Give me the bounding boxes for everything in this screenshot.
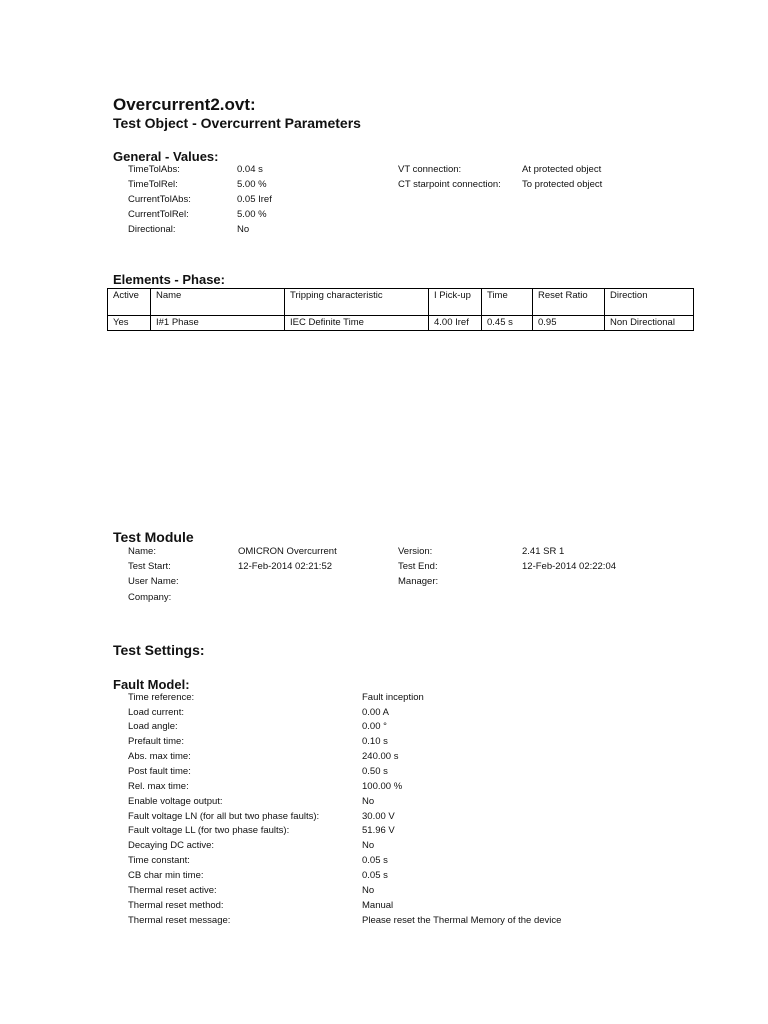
- fault-model-value: Fault inception: [362, 692, 424, 703]
- fault-model-label: Load current:: [128, 707, 184, 718]
- test-module-label: Manager:: [398, 576, 439, 587]
- general-value: 5.00 %: [237, 209, 267, 220]
- column-header-active: Active: [108, 289, 151, 316]
- general-label: TimeTolRel:: [128, 179, 178, 190]
- test-module-label: Test Start:: [128, 561, 171, 572]
- fault-model-label: Decaying DC active:: [128, 840, 215, 851]
- fault-model-value: No: [362, 885, 375, 896]
- column-header-name: Name: [151, 289, 285, 316]
- elements-phase-table: [107, 288, 694, 331]
- table-cell: I#1 Phase: [151, 316, 285, 331]
- general-label: TimeTolAbs:: [128, 164, 180, 175]
- fault-model-value: 240.00 s: [362, 751, 399, 762]
- test-module-label: Name:: [128, 546, 156, 557]
- test-module-label: Test End:: [398, 561, 438, 572]
- table-cell: 0.95: [533, 316, 605, 331]
- fault-model-label: Time constant:: [128, 855, 190, 866]
- fault-model-value: No: [362, 840, 375, 851]
- general-value: 0.04 s: [237, 164, 263, 175]
- general-label: Directional:: [128, 224, 176, 235]
- test-settings-heading: Test Settings:: [113, 642, 205, 658]
- test-module-value: OMICRON Overcurrent: [238, 546, 337, 557]
- test-module-value: 12-Feb-2014 02:22:04: [522, 561, 617, 572]
- general-label: CT starpoint connection:: [398, 179, 501, 190]
- column-header-reset-ratio: Reset Ratio: [533, 289, 605, 316]
- table-cell: Non Directional: [605, 316, 694, 331]
- fault-model-value: 30.00 V: [362, 811, 395, 822]
- fault-model-label: Thermal reset method:: [128, 900, 224, 911]
- test-module-label: Company:: [128, 592, 172, 603]
- table-cell: 4.00 Iref: [429, 316, 482, 331]
- fault-model-value: 51.96 V: [362, 825, 395, 836]
- test-module-value: 2.41 SR 1: [522, 546, 565, 557]
- fault-model-label: Thermal reset message:: [128, 915, 231, 926]
- general-value: To protected object: [522, 179, 603, 190]
- general-value: 0.05 Iref: [237, 194, 272, 205]
- fault-model-label: Fault voltage LL (for two phase faults):: [128, 825, 290, 836]
- fault-model-label: Prefault time:: [128, 736, 184, 747]
- elements-phase-heading: Elements - Phase:: [113, 272, 225, 287]
- fault-model-value: 0.00 A: [362, 707, 389, 718]
- fault-model-value: No: [362, 796, 375, 807]
- fault-model-label: Abs. max time:: [128, 751, 191, 762]
- document-title: Overcurrent2.ovt:: [113, 95, 256, 114]
- general-values-heading: General - Values:: [113, 149, 219, 164]
- test-module-label: Version:: [398, 546, 433, 557]
- fault-model-value: 100.00 %: [362, 781, 403, 792]
- fault-model-label: Post fault time:: [128, 766, 191, 777]
- table-cell: 0.45 s: [482, 316, 533, 331]
- fault-model-value: 0.00 °: [362, 721, 387, 732]
- general-value: No: [237, 224, 250, 235]
- fault-model-value: Please reset the Thermal Memory of the device: [362, 915, 562, 926]
- fault-model-heading: Fault Model:: [113, 677, 190, 692]
- fault-model-value: 0.05 s: [362, 855, 388, 866]
- general-value: At protected object: [522, 164, 602, 175]
- fault-model-value: 0.50 s: [362, 766, 388, 777]
- fault-model-value: Manual: [362, 900, 394, 911]
- table-cell: IEC Definite Time: [285, 316, 429, 331]
- test-module-heading: Test Module: [113, 529, 194, 545]
- document-subtitle: Test Object - Overcurrent Parameters: [113, 115, 361, 131]
- table-header-row: [108, 289, 694, 316]
- column-header-direction: Direction: [605, 289, 694, 316]
- fault-model-label: Thermal reset active:: [128, 885, 217, 896]
- table-row: [108, 316, 694, 331]
- column-header-i-pickup: I Pick-up: [429, 289, 482, 316]
- fault-model-value: 0.10 s: [362, 736, 388, 747]
- fault-model-label: Fault voltage LN (for all but two phase faults):: [128, 811, 320, 822]
- general-value: 5.00 %: [237, 179, 267, 190]
- test-module-label: User Name:: [128, 576, 179, 587]
- fault-model-label: Rel. max time:: [128, 781, 189, 792]
- general-label: CurrentTolRel:: [128, 209, 189, 220]
- general-label: CurrentTolAbs:: [128, 194, 191, 205]
- fault-model-label: Load angle:: [128, 721, 178, 732]
- column-header-tripping-characteristic: Tripping characteristic: [285, 289, 429, 316]
- general-label: VT connection:: [398, 164, 462, 175]
- fault-model-value: 0.05 s: [362, 870, 388, 881]
- fault-model-label: Time reference:: [128, 692, 195, 703]
- column-header-time: Time: [482, 289, 533, 316]
- fault-model-label: Enable voltage output:: [128, 796, 223, 807]
- table-cell: Yes: [108, 316, 151, 331]
- fault-model-label: CB char min time:: [128, 870, 204, 881]
- test-module-value: 12-Feb-2014 02:21:52: [238, 561, 333, 572]
